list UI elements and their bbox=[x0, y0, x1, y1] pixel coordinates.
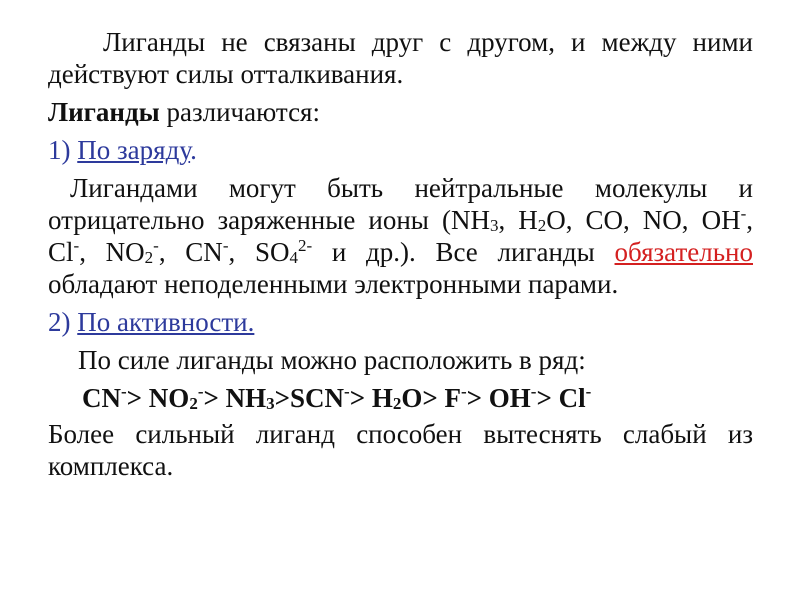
link-by-activity[interactable]: По активности. bbox=[77, 307, 255, 337]
series-run: > OH bbox=[466, 383, 531, 413]
text-run: , SO bbox=[228, 237, 290, 267]
paragraph-ligand-examples bbox=[48, 172, 753, 300]
paragraph-strength-series-intro: По силе лиганды можно расположить в ряд: bbox=[78, 345, 586, 375]
ligand-bold-word: Лиганды bbox=[48, 97, 160, 127]
ligand-strength-series bbox=[48, 382, 753, 414]
text-run: , CN bbox=[158, 237, 223, 267]
superscript: - bbox=[197, 382, 204, 401]
subscript: 2 bbox=[537, 216, 547, 235]
text-run: , H bbox=[498, 205, 538, 235]
section-number-2: 2) bbox=[48, 307, 78, 337]
series-run: > NH bbox=[203, 383, 267, 413]
text-run: , NO bbox=[79, 237, 145, 267]
series-run: O> F bbox=[401, 383, 461, 413]
text-run: O, CO, NO, OH bbox=[546, 205, 741, 235]
superscript: - bbox=[222, 236, 229, 255]
highlight-obligatory: обязательно bbox=[614, 237, 753, 267]
series-run: > NO bbox=[126, 383, 190, 413]
text-run: обладают неподеленными электронными парами. bbox=[48, 269, 619, 299]
subscript: 3 bbox=[266, 394, 275, 413]
superscript: - bbox=[740, 204, 747, 223]
superscript: 2- bbox=[297, 236, 313, 255]
paragraph-ligand-types-heading bbox=[48, 96, 753, 128]
series-run: > Cl bbox=[536, 383, 586, 413]
series-run: >SCN bbox=[274, 383, 345, 413]
heading-rest: различаются: bbox=[159, 97, 320, 127]
superscript: - bbox=[530, 382, 537, 401]
section-by-charge bbox=[48, 134, 753, 166]
subscript: 2 bbox=[144, 248, 154, 267]
superscript: - bbox=[344, 382, 350, 401]
superscript: - bbox=[460, 382, 467, 401]
section-by-activity bbox=[48, 306, 753, 338]
slide-content bbox=[48, 26, 753, 482]
text-run: , Cl bbox=[48, 205, 754, 267]
section-1-period: . bbox=[190, 135, 197, 165]
text-run: и др.). Все лиганды bbox=[312, 237, 615, 267]
section-number-1: 1) bbox=[48, 135, 78, 165]
link-by-charge[interactable]: По заряду bbox=[77, 135, 191, 165]
subscript: 2 bbox=[392, 394, 402, 413]
superscript: - bbox=[585, 382, 592, 401]
subscript: 4 bbox=[289, 248, 298, 267]
series-run: CN bbox=[82, 383, 121, 413]
series-run: > H bbox=[349, 383, 393, 413]
superscript: - bbox=[121, 382, 127, 401]
subscript: 3 bbox=[489, 216, 499, 235]
superscript: - bbox=[153, 236, 159, 255]
subscript: 2 bbox=[189, 394, 198, 413]
paragraph-displacement: Более сильный лиганд способен вытеснять слабый из комплекса. bbox=[48, 419, 753, 481]
text-run: Лигандами могут быть нейтральные молекулы и отрицательно заряженные ионы (NH bbox=[48, 173, 753, 235]
superscript: - bbox=[73, 236, 80, 255]
paragraph-ligand-repulsion: Лиганды не связаны друг с другом, и между ними действуют силы отталкивания. bbox=[48, 27, 753, 89]
